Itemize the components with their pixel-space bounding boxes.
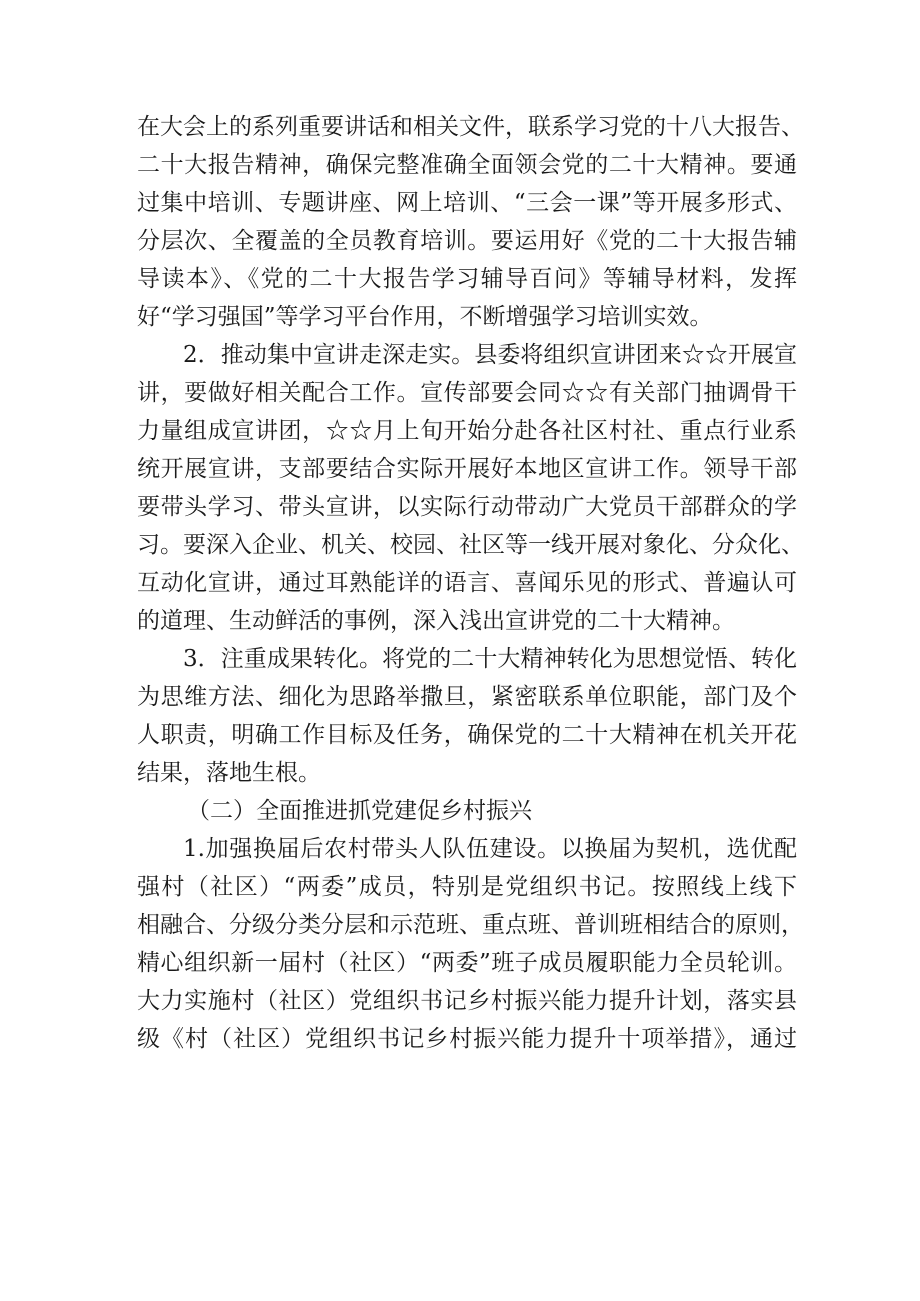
paragraph-line: 1.加强换届后农村带头人队伍建设。以换届为契机，选优配 <box>183 836 797 862</box>
paragraph-line: 大力实施村（社区）党组织书记乡村振兴能力提升计划，落实县 <box>137 988 797 1014</box>
paragraph-line: 好“学习强国”等学习平台作用，不断增强学习培训实效。 <box>137 304 713 330</box>
paragraph-line: 人职责，明确工作目标及任务，确保党的二十大精神在机关开花 <box>137 722 797 748</box>
paragraph-line: 的道理、生动鲜活的事例，深入浅出宣讲党的二十大精神。 <box>137 608 735 634</box>
paragraph-line: 3．注重成果转化。将党的二十大精神转化为思想觉悟、转化 <box>183 646 797 672</box>
section-heading: （二）全面推进抓党建促乡村振兴 <box>187 798 532 824</box>
paragraph-line: 在大会上的系列重要讲话和相关文件，联系学习党的十八大报告、 <box>137 114 804 140</box>
paragraph-line: 2．推动集中宣讲走深走实。县委将组织宣讲团来☆☆开展宣 <box>183 342 797 368</box>
paragraph-line: 结果，落地生根。 <box>137 760 321 786</box>
paragraph-line: 二十大报告精神，确保完整准确全面领会党的二十大精神。要通 <box>137 152 797 178</box>
paragraph-line: 互动化宣讲，通过耳熟能详的语言、喜闻乐见的形式、普遍认可 <box>137 570 797 596</box>
paragraph-line: 精心组织新一届村（社区）“两委”班子成员履职能力全员轮训。 <box>137 950 797 976</box>
document-body <box>137 108 804 1058</box>
paragraph-line: 统开展宣讲，支部要结合实际开展好本地区宣讲工作。领导干部 <box>137 456 797 482</box>
paragraph-line: 相融合、分级分类分层和示范班、重点班、普训班相结合的原则， <box>137 912 804 938</box>
paragraph-line: 级《村（社区）党组织书记乡村振兴能力提升十项举措》，通过 <box>137 1026 797 1052</box>
paragraph-line: 力量组成宣讲团，☆☆月上旬开始分赴各社区村社、重点行业系 <box>137 418 797 444</box>
paragraph-line: 分层次、全覆盖的全员教育培训。要运用好《党的二十大报告辅 <box>137 228 797 254</box>
paragraph-line: 讲，要做好相关配合工作。宣传部要会同☆☆有关部门抽调骨干 <box>137 380 797 406</box>
paragraph-line: 导读本》、《党的二十大报告学习辅导百问》等辅导材料，发挥 <box>137 266 797 292</box>
paragraph-line: 强村（社区）“两委”成员，特别是党组织书记。按照线上线下 <box>137 874 797 900</box>
paragraph-line: 为思维方法、细化为思路举撒旦，紧密联系单位职能，部门及个 <box>137 684 797 710</box>
paragraph-line: 习。要深入企业、机关、校园、社区等一线开展对象化、分众化、 <box>137 532 804 558</box>
paragraph-line: 要带头学习、带头宣讲，以实际行动带动广大党员干部群众的学 <box>137 494 797 520</box>
paragraph-line: 过集中培训、专题讲座、网上培训、“三会一课”等开展多形式、 <box>137 190 797 216</box>
